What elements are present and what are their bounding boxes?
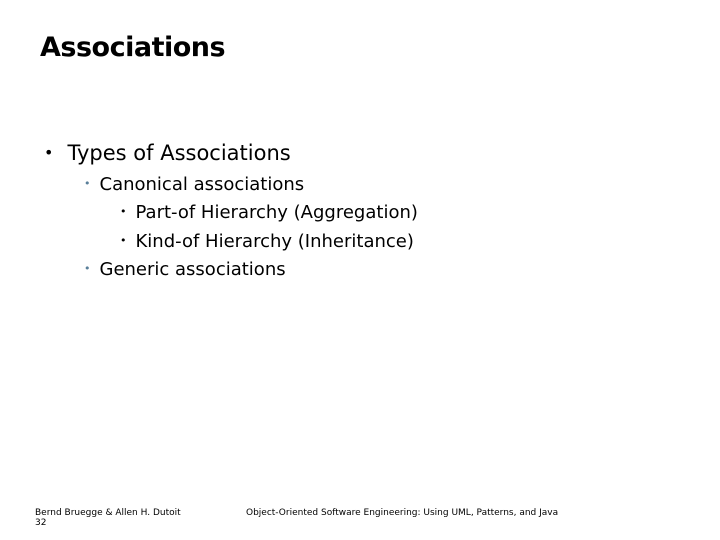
footer-authors: Bernd Bruegge & Allen H. Dutoit <box>35 508 181 518</box>
bullet-part-of-hierarchy <box>120 202 418 223</box>
bullet-text: Part-of Hierarchy (Aggregation) <box>135 202 418 223</box>
bullet-types-of-associations <box>44 141 291 165</box>
bullet-dot: • <box>120 205 127 218</box>
bullet-dot: • <box>44 143 54 162</box>
bullet-generic-associations <box>84 259 286 280</box>
bullet-kind-of-hierarchy <box>120 231 414 252</box>
bullet-dot: • <box>84 262 91 275</box>
bullet-text: Generic associations <box>99 259 286 280</box>
slide-title: Associations <box>40 32 226 63</box>
bullet-dot: • <box>84 177 91 190</box>
footer-authors-block <box>35 508 181 528</box>
footer-page-number: 32 <box>35 518 47 528</box>
footer-book-title: Object-Oriented Software Engineering: Using UML, Patterns, and Java <box>246 508 559 518</box>
bullet-text: Types of Associations <box>67 141 291 165</box>
bullet-dot: • <box>120 234 127 247</box>
bullet-text: Kind-of Hierarchy (Inheritance) <box>135 231 414 252</box>
bullet-canonical-associations <box>84 174 304 195</box>
bullet-text: Canonical associations <box>99 174 305 195</box>
